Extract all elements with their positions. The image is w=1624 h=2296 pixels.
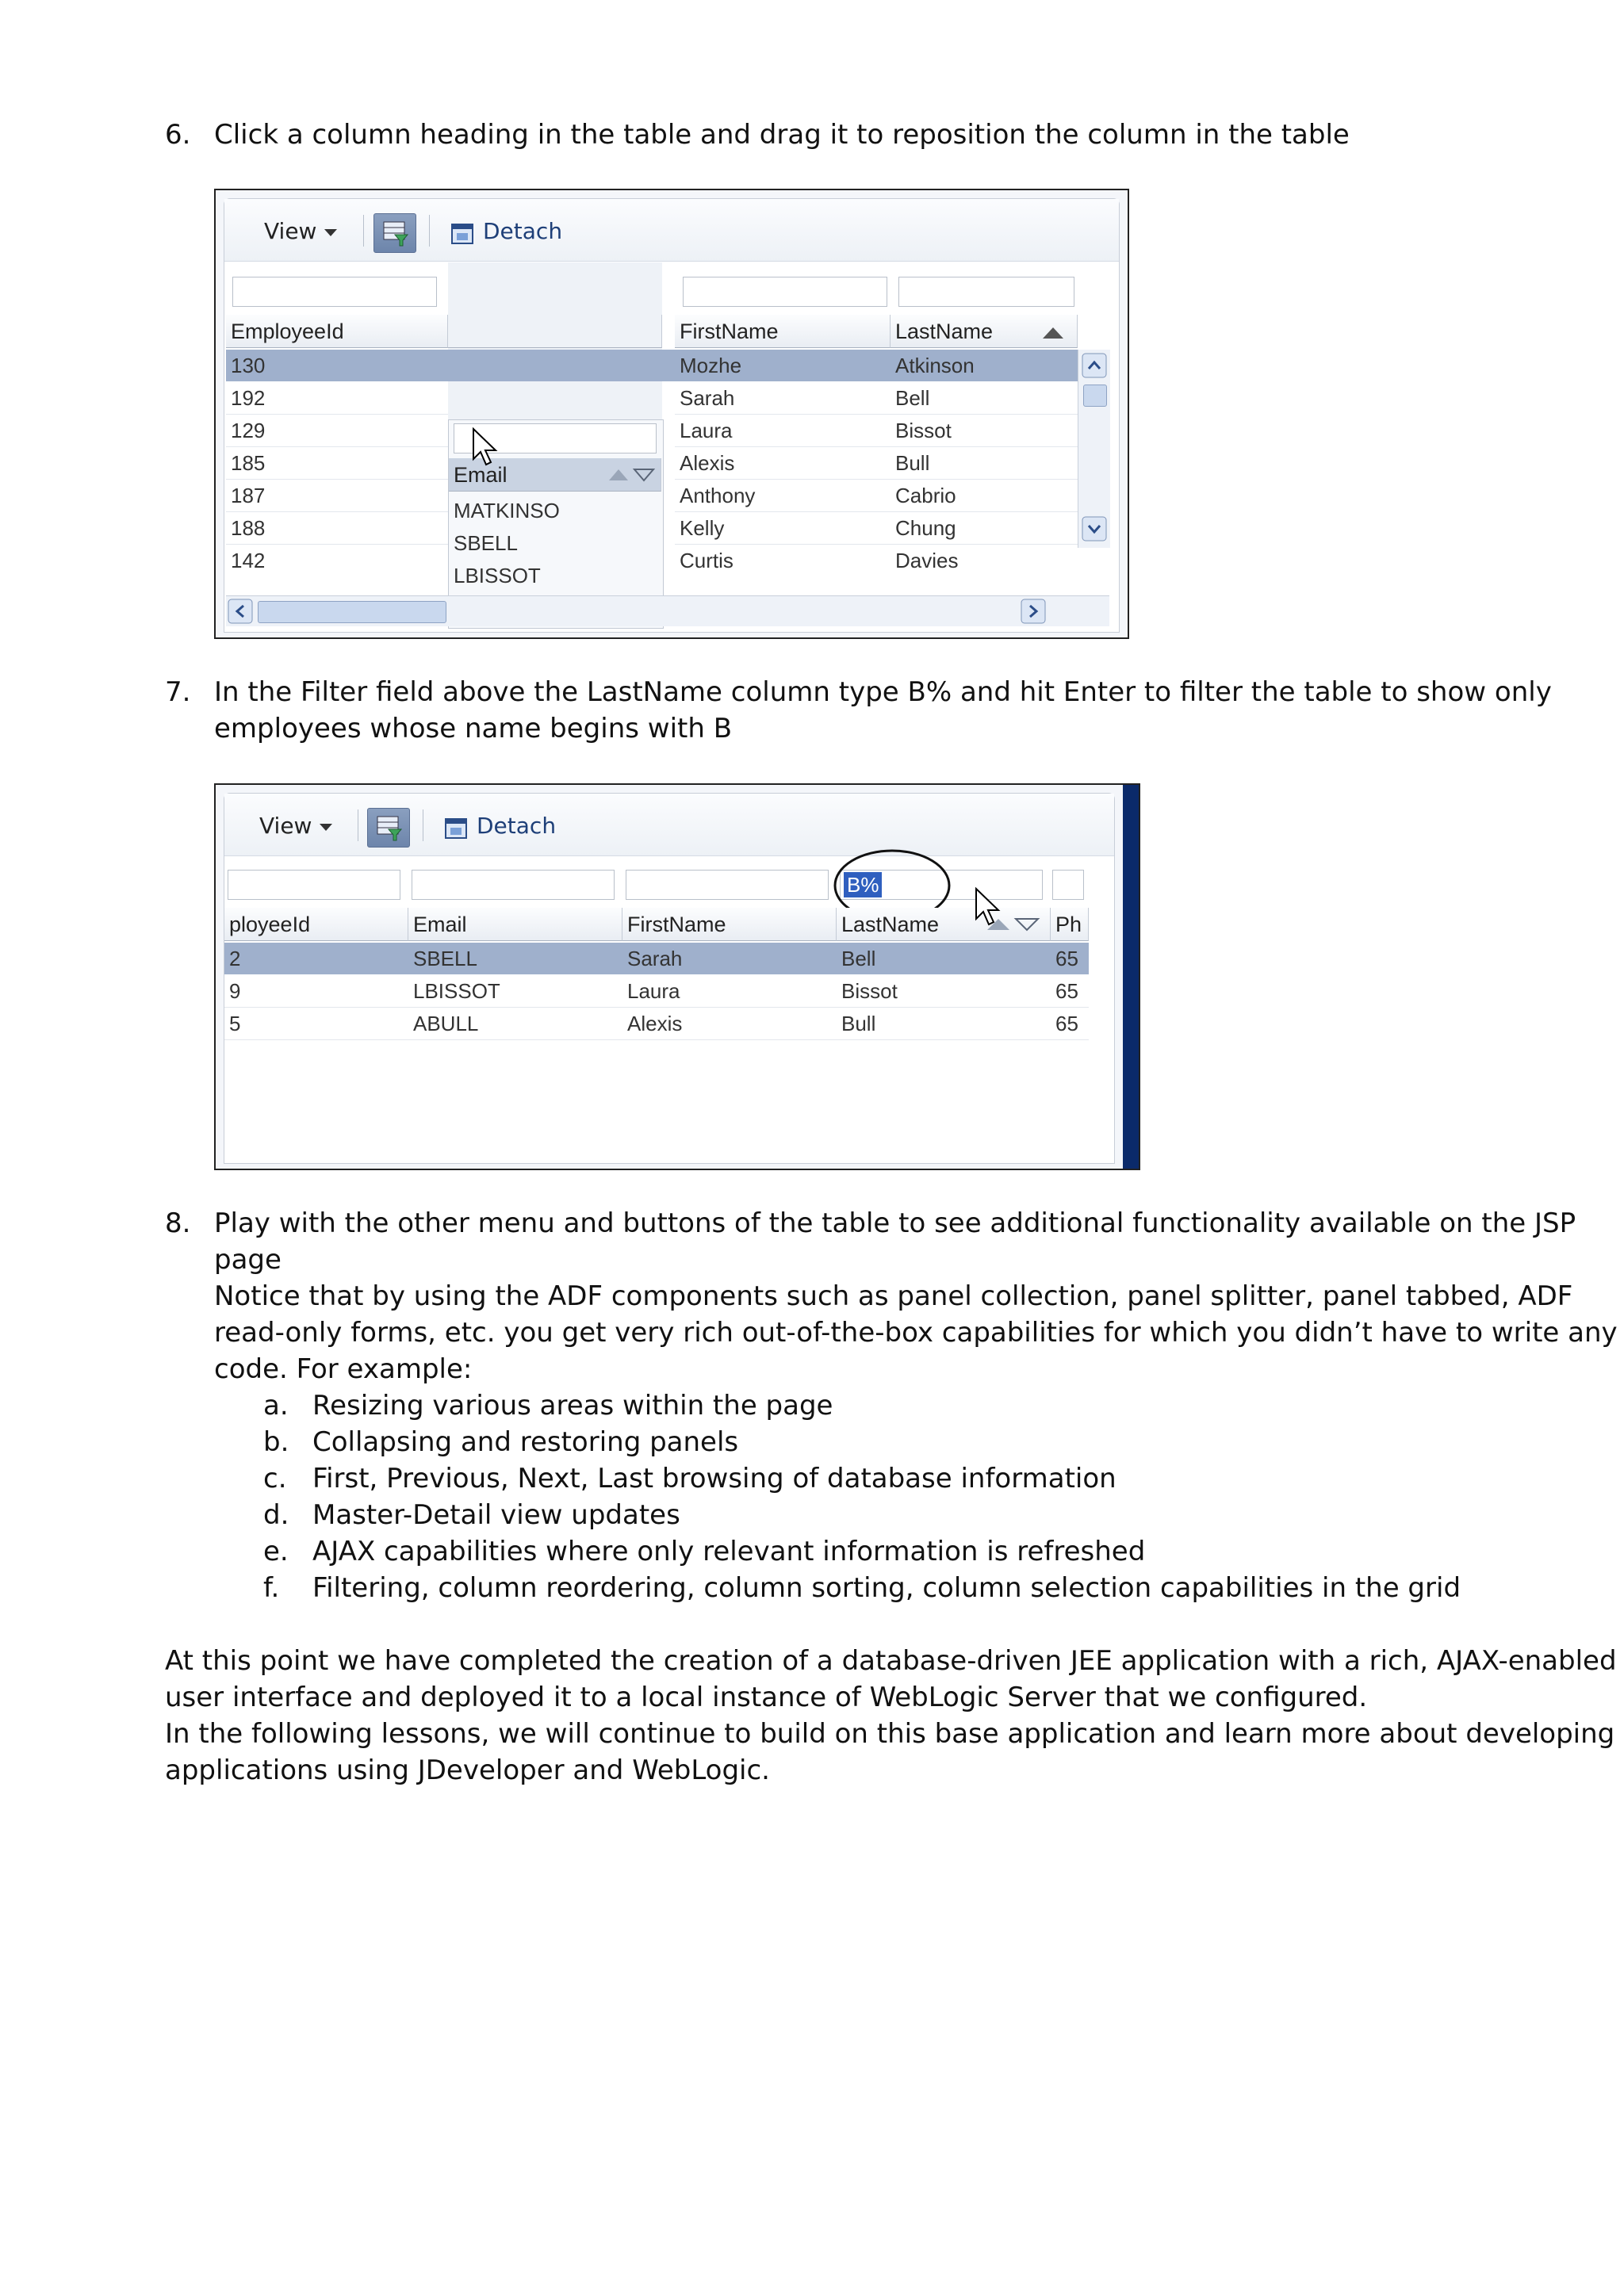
cell-lastname: Davies xyxy=(895,549,959,572)
scroll-down-icon[interactable] xyxy=(1082,516,1107,541)
cell-employeeid: 9 xyxy=(229,979,241,1003)
cell-email: SBELL xyxy=(413,947,477,970)
header-lastname[interactable]: LastName xyxy=(837,908,1051,941)
filter-phone[interactable] xyxy=(1052,870,1084,900)
row-divider xyxy=(226,446,448,447)
mouse-cursor-icon xyxy=(472,427,499,467)
list-item-letter: c. xyxy=(263,1463,287,1494)
table-toolbar xyxy=(224,199,1119,262)
horizontal-scrollbar[interactable] xyxy=(226,595,1109,626)
row-divider xyxy=(675,414,1078,415)
cell-lastname: Bull xyxy=(841,1012,876,1035)
scroll-thumb[interactable] xyxy=(1083,385,1107,407)
list-item-letter: f. xyxy=(263,1572,280,1604)
step-8-note-line1: Notice that by using the ADF components such as panel collection, panel splitter, panel tabbed, ADF xyxy=(214,1280,1573,1312)
list-item-letter: b. xyxy=(263,1426,289,1458)
list-item-letter: a. xyxy=(263,1390,289,1422)
step-7-text-line2: employees whose name begins with B xyxy=(214,713,733,744)
step-7-text-line1: In the Filter field above the LastName column type B% and hit Enter to filter the table to show only xyxy=(214,676,1552,708)
cell-employeeid: 2 xyxy=(229,947,241,970)
dragged-cell: LBISSOT xyxy=(454,564,541,587)
detach-button[interactable]: Detach xyxy=(483,218,563,244)
filter-email[interactable] xyxy=(412,870,615,900)
cell-employeeid: 192 xyxy=(231,386,266,410)
step-6-number: 6. xyxy=(165,119,191,151)
cell-employeeid: 142 xyxy=(231,549,266,572)
sort-arrows-icon xyxy=(607,468,655,482)
toolbar-separator xyxy=(363,215,364,247)
detach-icon xyxy=(443,814,470,841)
cell-lastname: Cabrio xyxy=(895,484,956,507)
list-item: Resizing various areas within the page xyxy=(312,1390,833,1422)
closing-paragraph-1-line1: At this point we have completed the creation of a database-driven JEE application with a rich, AJAX-enabled xyxy=(165,1645,1617,1677)
header-lastname-label: LastName xyxy=(895,320,994,343)
filter-lastname-value: B% xyxy=(844,872,882,897)
header-firstname[interactable]: FirstName xyxy=(675,315,891,348)
filter-employeeid[interactable] xyxy=(228,870,400,900)
row-divider xyxy=(226,511,448,512)
dragged-header-email: Email xyxy=(449,458,661,492)
cell-firstname: Laura xyxy=(627,979,680,1003)
screenshot-column-drag xyxy=(214,189,1129,639)
cell-email: ABULL xyxy=(413,1012,479,1035)
list-item: AJAX capabilities where only relevant information is refreshed xyxy=(312,1536,1146,1567)
cell-firstname: Sarah xyxy=(627,947,683,970)
cell-firstname: Mozhe xyxy=(680,354,742,377)
list-item: First, Previous, Next, Last browsing of database information xyxy=(312,1463,1116,1494)
cell-firstname: Curtis xyxy=(680,549,733,572)
detach-button[interactable]: Detach xyxy=(477,813,557,839)
cell-employeeid: 129 xyxy=(231,419,266,442)
list-item: Filtering, column reordering, column sorting, column selection capabilities in the grid xyxy=(312,1572,1461,1604)
dragged-cell: SBELL xyxy=(454,531,518,555)
cell-lastname: Bell xyxy=(841,947,876,970)
cell-firstname: Alexis xyxy=(680,451,735,475)
row-divider xyxy=(675,446,1078,447)
cell-firstname: Alexis xyxy=(627,1012,683,1035)
filter-lastname[interactable] xyxy=(898,277,1074,307)
cell-lastname: Bissot xyxy=(895,419,952,442)
query-by-example-button[interactable] xyxy=(373,213,416,253)
scroll-left-icon[interactable] xyxy=(228,599,253,624)
view-menu-label: View xyxy=(259,813,312,839)
list-item-letter: d. xyxy=(263,1499,289,1531)
view-menu[interactable] xyxy=(259,813,332,839)
cell-phone: 65 xyxy=(1055,979,1078,1003)
closing-paragraph-2-line1: In the following lessons, we will continue to build on this base application and learn more about developing xyxy=(165,1718,1615,1750)
cell-firstname: Kelly xyxy=(680,516,725,540)
mouse-cursor-icon xyxy=(975,887,1002,927)
cell-lastname: Bull xyxy=(895,451,930,475)
step-7-number: 7. xyxy=(165,676,191,708)
cell-employeeid: 187 xyxy=(231,484,266,507)
sort-ascending-icon[interactable] xyxy=(1041,326,1065,340)
row-divider xyxy=(224,1007,1089,1008)
step-8-note-line2: read-only forms, etc. you get very rich out-of-the-box capabilities for which you didn’t have to write any xyxy=(214,1317,1618,1349)
filter-icon xyxy=(374,214,416,252)
cell-employeeid: 5 xyxy=(229,1012,241,1035)
step-8-text-line2: page xyxy=(214,1244,282,1276)
cell-lastname: Chung xyxy=(895,516,956,540)
filter-icon xyxy=(368,809,409,847)
window-edge xyxy=(1123,785,1139,1169)
scroll-up-icon[interactable] xyxy=(1082,353,1107,378)
cell-firstname: Laura xyxy=(680,419,733,442)
row-divider xyxy=(226,414,448,415)
header-email[interactable]: Email xyxy=(408,908,622,941)
header-employeeid[interactable]: EmployeeId xyxy=(226,315,448,348)
header-empty-slot xyxy=(448,315,662,348)
row-divider xyxy=(675,479,1078,480)
row-divider xyxy=(226,479,448,480)
closing-paragraph-2-line2: applications using JDeveloper and WebLogic. xyxy=(165,1755,770,1786)
cell-employeeid: 185 xyxy=(231,451,266,475)
list-item: Master-Detail view updates xyxy=(312,1499,680,1531)
cell-employeeid: 188 xyxy=(231,516,266,540)
cell-firstname: Anthony xyxy=(680,484,756,507)
view-menu[interactable] xyxy=(264,218,337,244)
step-6-text: Click a column heading in the table and drag it to reposition the column in the table xyxy=(214,119,1350,151)
query-by-example-button[interactable] xyxy=(367,808,410,848)
row-divider xyxy=(675,544,1078,545)
filter-firstname[interactable] xyxy=(683,277,887,307)
cell-lastname: Bell xyxy=(895,386,930,410)
toolbar-separator xyxy=(429,215,430,247)
cell-lastname: Atkinson xyxy=(895,354,975,377)
cell-lastname: Bissot xyxy=(841,979,898,1003)
scroll-thumb[interactable] xyxy=(258,601,446,623)
scroll-right-icon[interactable] xyxy=(1021,599,1046,624)
step-8-text-line1: Play with the other menu and buttons of the table to see additional functionality available on the JSP xyxy=(214,1207,1576,1239)
cell-email: LBISSOT xyxy=(413,979,500,1003)
vertical-scrollbar[interactable] xyxy=(1078,350,1110,548)
chevron-down-icon xyxy=(320,824,332,831)
filter-employeeid[interactable] xyxy=(232,277,437,307)
row-divider xyxy=(675,511,1078,512)
screenshot-filter xyxy=(214,783,1140,1170)
step-8-number: 8. xyxy=(165,1207,191,1239)
row-divider xyxy=(224,1039,1089,1040)
row-divider xyxy=(226,544,448,545)
dragged-cell: MATKINSO xyxy=(454,499,560,522)
view-menu-label: View xyxy=(264,218,317,244)
list-item: Collapsing and restoring panels xyxy=(312,1426,739,1458)
header-employeeid[interactable]: ployeeId xyxy=(224,908,408,941)
cell-firstname: Sarah xyxy=(680,386,735,410)
closing-paragraph-1-line2: user interface and deployed it to a local instance of WebLogic Server that we configured. xyxy=(165,1682,1368,1713)
header-firstname[interactable]: FirstName xyxy=(622,908,837,941)
list-item-letter: e. xyxy=(263,1536,289,1567)
cell-employeeid: 130 xyxy=(231,354,266,377)
filter-firstname[interactable] xyxy=(626,870,829,900)
detach-icon xyxy=(450,220,477,247)
chevron-down-icon xyxy=(324,229,337,236)
step-8-note-line3: code. For example: xyxy=(214,1353,473,1385)
cell-phone: 65 xyxy=(1055,947,1078,970)
header-phone[interactable]: Ph xyxy=(1051,908,1089,941)
cell-phone: 65 xyxy=(1055,1012,1078,1035)
table-toolbar xyxy=(224,794,1114,856)
